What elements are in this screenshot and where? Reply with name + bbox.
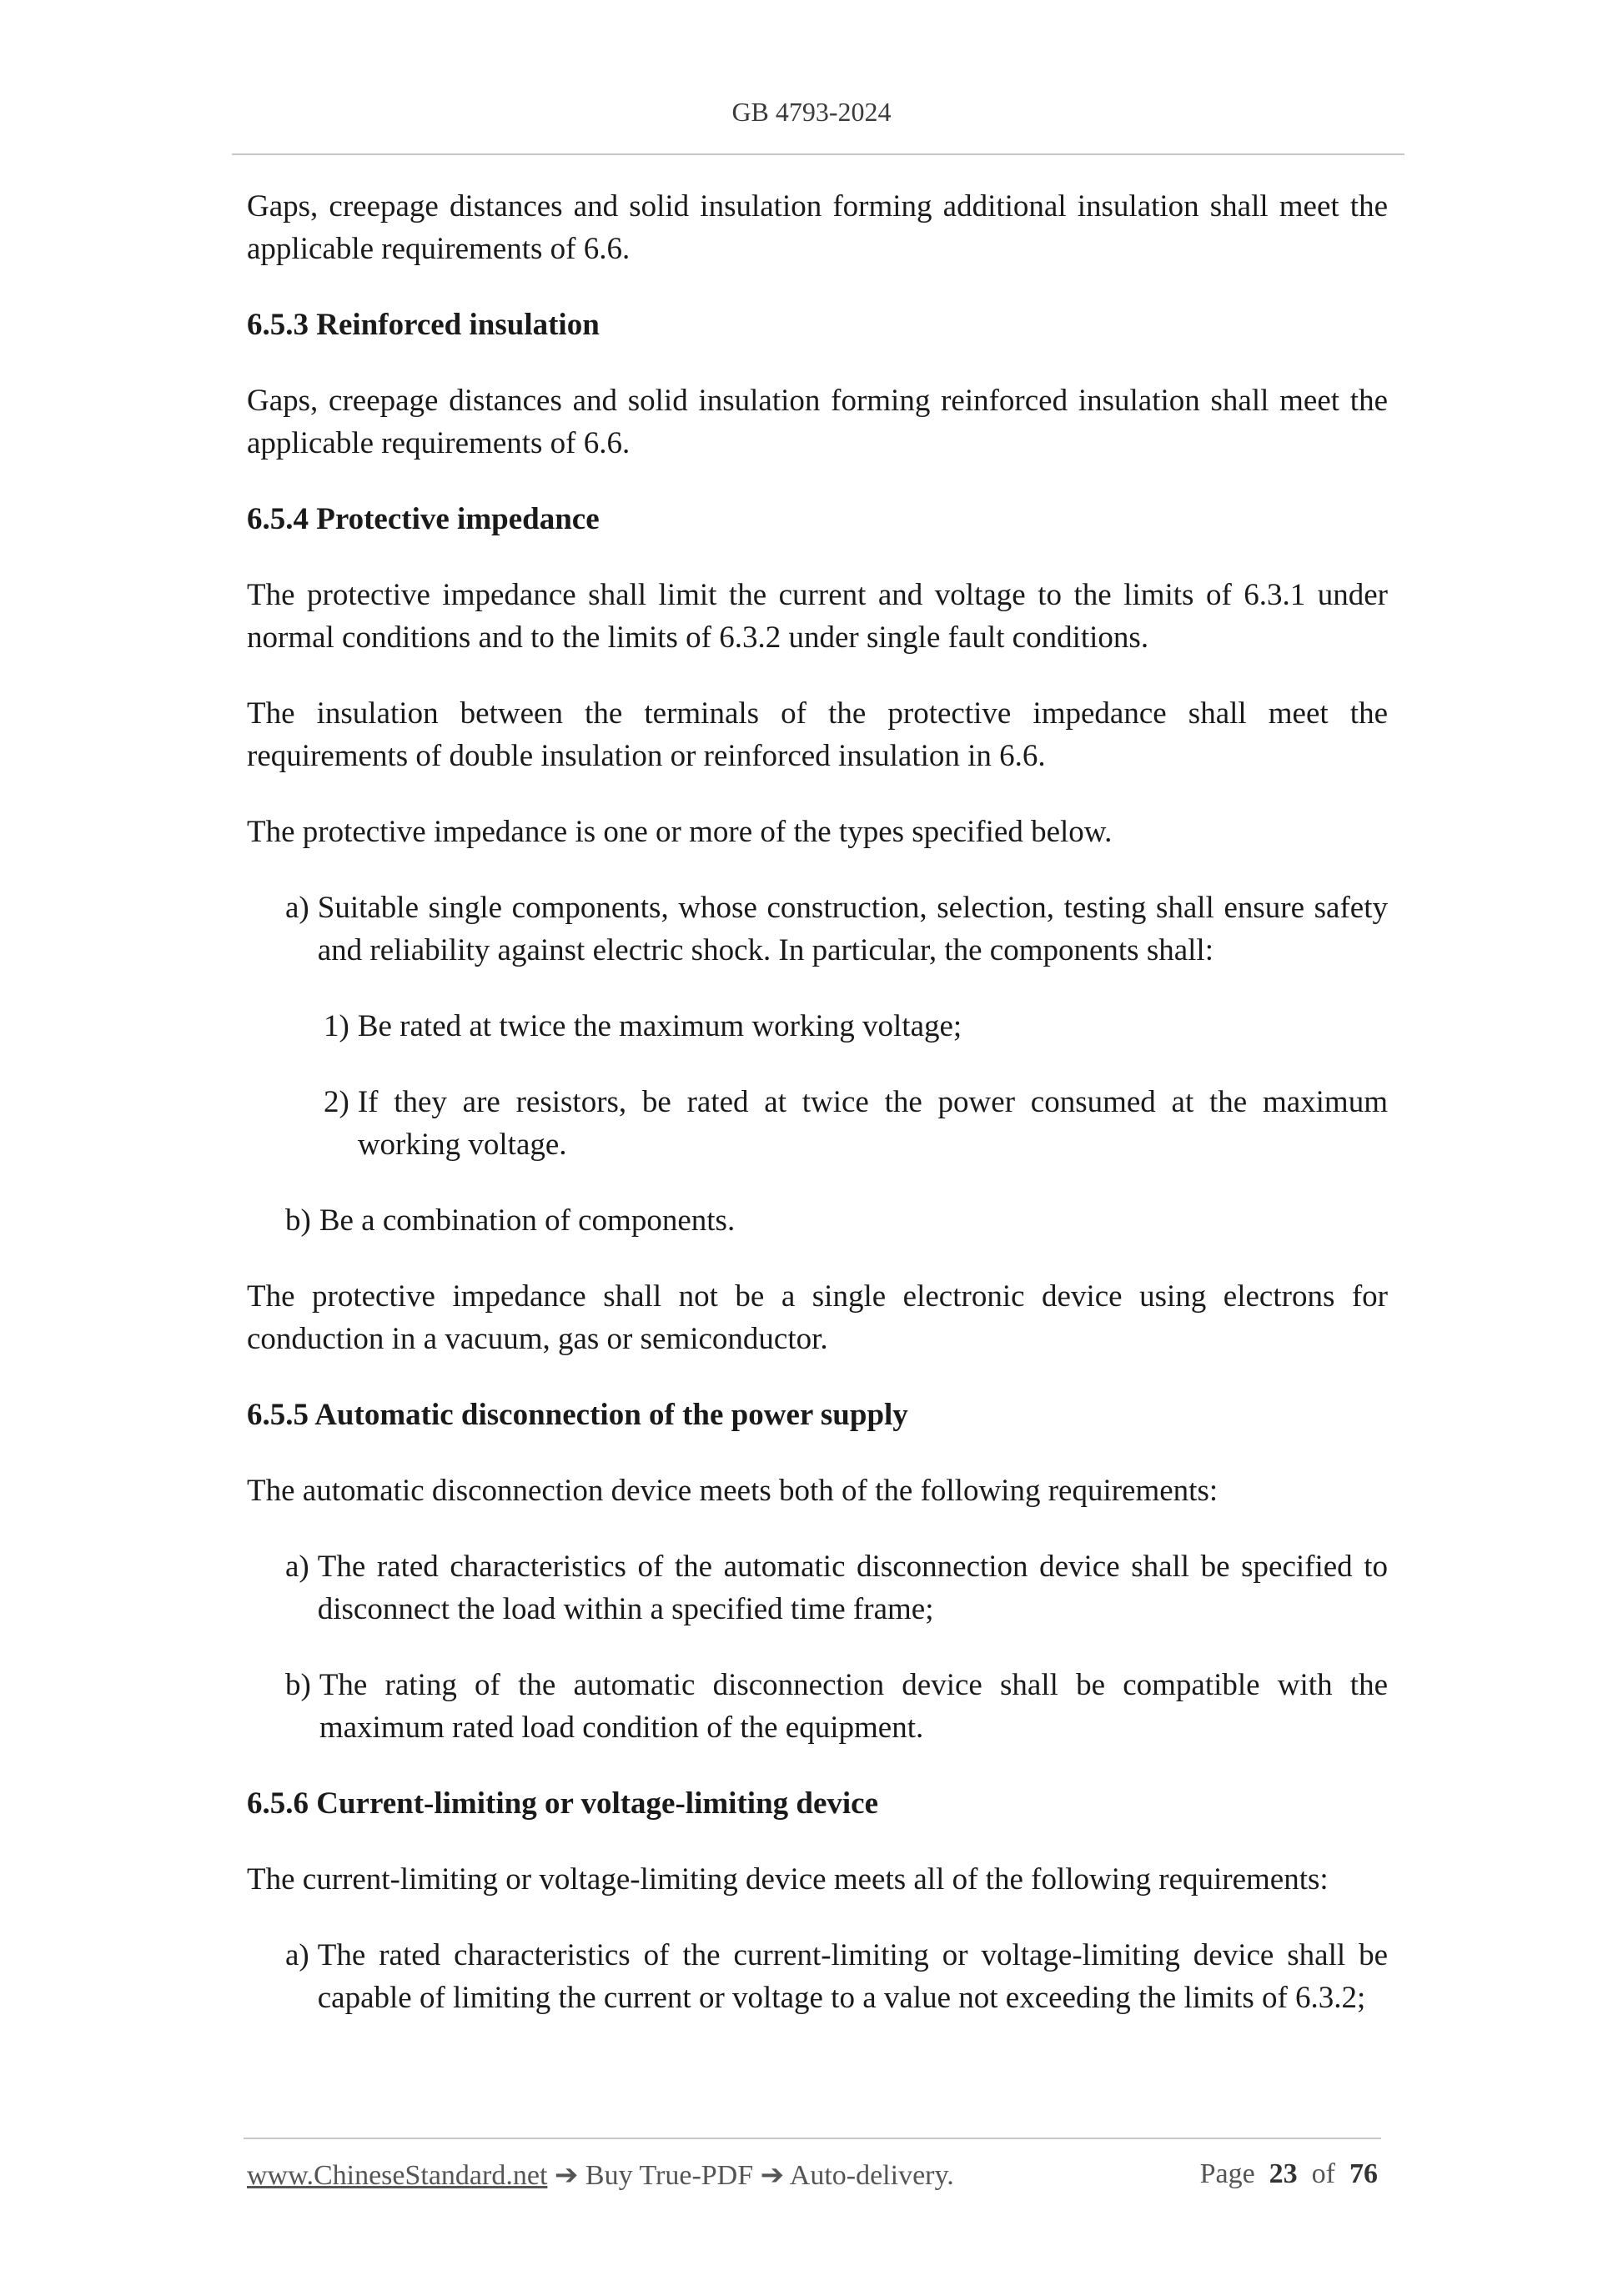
of-label: of <box>1311 2158 1335 2189</box>
list-item <box>285 1545 1388 1630</box>
footer-divider <box>244 2138 1381 2139</box>
list-item <box>324 1081 1388 1166</box>
document-footer <box>247 2158 1378 2192</box>
list-marker: a) <box>285 1938 309 1972</box>
section-heading-6-5-3: 6.5.3 Reinforced insulation <box>247 308 600 342</box>
arrow-right-icon: ➔ <box>760 2160 785 2191</box>
auto-delivery-text: Auto-delivery. <box>789 2160 954 2191</box>
paragraph: The protective impedance is one or more of the types specified below. <box>247 815 1113 849</box>
list-item-text: Be rated at twice the maximum working voltage; <box>357 1009 962 1043</box>
buy-pdf-text: Buy True-PDF <box>585 2160 754 2191</box>
list-item-text: The rating of the automatic disconnection device shall be compatible with the maximum rated load condition of the equipment. <box>319 1668 1388 1745</box>
list-item <box>285 1199 1388 1242</box>
list-marker: b) <box>285 1668 311 1702</box>
footer-promo <box>247 2158 954 2192</box>
list-marker: a) <box>285 891 309 925</box>
list-item <box>285 1934 1388 2019</box>
page-indicator <box>1200 2158 1378 2192</box>
list-item <box>285 887 1388 972</box>
list-item <box>285 1664 1388 1749</box>
list-item-text: The rated characteristics of the current-limiting or voltage-limiting device shall be capable of limiting the current or voltage to a value not exceeding the limits of 6.3.2; <box>317 1938 1388 2015</box>
paragraph: The protective impedance shall limit the current and voltage to the limits of 6.3.1 under normal conditions and to the limits of 6.3.2 under single fault conditions. <box>247 578 1388 655</box>
page-current: 23 <box>1269 2158 1298 2189</box>
page-total: 76 <box>1349 2158 1378 2189</box>
paragraph: The current-limiting or voltage-limiting device meets all of the following requirements: <box>247 1862 1329 1897</box>
paragraph: The insulation between the terminals of the protective impedance shall meet the requirements of double insulation or reinforced insulation in 6.6. <box>247 696 1388 773</box>
section-heading-6-5-6: 6.5.6 Current-limiting or voltage-limiting device <box>247 1786 879 1821</box>
list-marker: a) <box>285 1550 309 1584</box>
list-marker: 1) <box>324 1009 349 1043</box>
header-divider <box>232 153 1404 155</box>
list-marker: 2) <box>324 1085 349 1119</box>
arrow-right-icon: ➔ <box>554 2160 579 2191</box>
page-label: Page <box>1199 2158 1255 2189</box>
section-heading-6-5-4: 6.5.4 Protective impedance <box>247 502 600 536</box>
list-item <box>324 1005 1388 1048</box>
paragraph: Gaps, creepage distances and solid insulation forming reinforced insulation shall meet the applicable requirements of 6.6. <box>247 384 1388 460</box>
document-header: GB 4793-2024 <box>731 97 892 127</box>
list-item-text: If they are resistors, be rated at twice the power consumed at the maximum working voltage. <box>357 1085 1388 1162</box>
paragraph: The automatic disconnection device meets both of the following requirements: <box>247 1474 1219 1508</box>
list-item-text: Suitable single components, whose construction, selection, testing shall ensure safety and reliability against electric shock. In particular, the components shall: <box>317 891 1388 967</box>
list-marker: b) <box>285 1203 311 1238</box>
paragraph: The protective impedance shall not be a single electronic device using electrons for conduction in a vacuum, gas or semiconductor. <box>247 1279 1388 1356</box>
paragraph: Gaps, creepage distances and solid insulation forming additional insulation shall meet the applicable requirements of 6.6. <box>247 189 1388 266</box>
list-item-text: Be a combination of components. <box>319 1203 736 1238</box>
section-heading-6-5-5: 6.5.5 Automatic disconnection of the power supply <box>247 1398 908 1432</box>
document-body <box>247 185 1388 2052</box>
website-link[interactable]: www.ChineseStandard.net <box>247 2160 548 2191</box>
list-item-text: The rated characteristics of the automatic disconnection device shall be specified to disconnect the load within a specified time frame; <box>317 1550 1388 1626</box>
